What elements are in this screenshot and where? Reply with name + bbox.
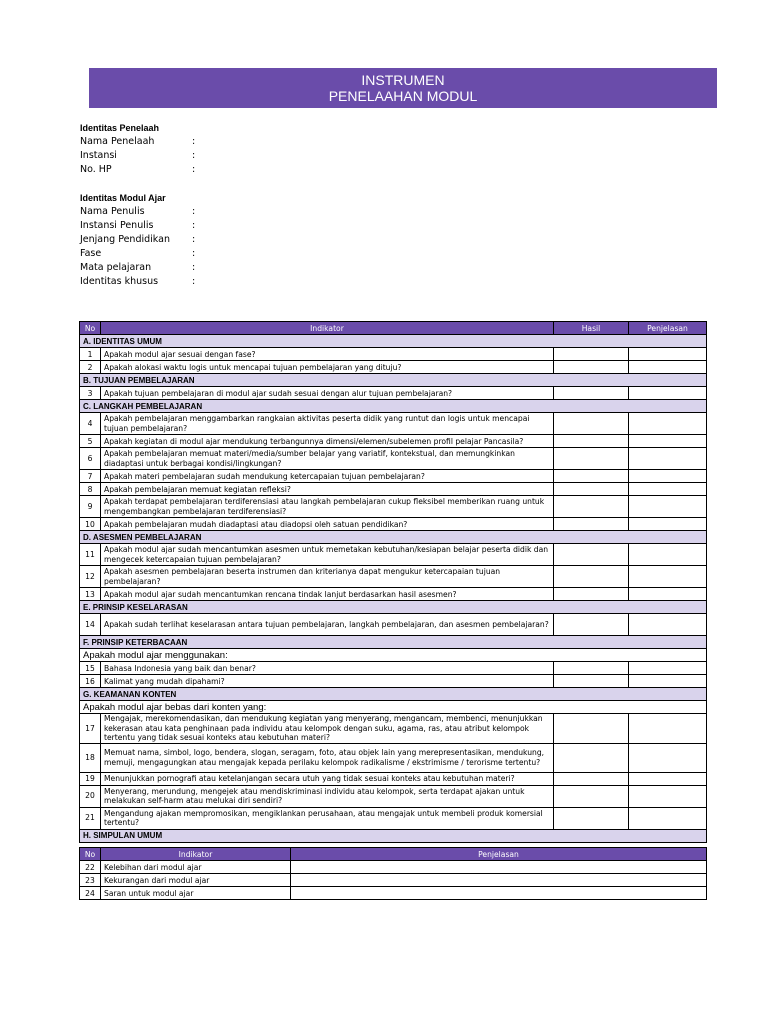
explanation-cell[interactable]: [629, 448, 707, 470]
table-row: [80, 483, 707, 496]
row-number: 3: [80, 387, 101, 400]
result-cell[interactable]: [554, 614, 629, 636]
section-header-row: [80, 531, 707, 544]
table-row: [80, 675, 707, 688]
summary-row-number: 24: [80, 887, 101, 900]
indicator-text: Apakah modul ajar sesuai dengan fase?: [101, 348, 554, 361]
result-cell[interactable]: [554, 714, 629, 744]
module-field: [80, 275, 400, 289]
indicator-text: Apakah sudah terlihat keselarasan antara tujuan pembelajaran, langkah pembelajaran, dan asesmen pembelajaran?: [101, 614, 554, 636]
explanation-cell[interactable]: [629, 743, 707, 772]
indicator-text: Memuat nama, simbol, logo, bendera, slogan, seragam, foto, atau objek lain yang merepresentasikan, mendukung, memuji, mengagungkan atau mengajak kepada perilaku kelompok radikalisme / ekstrimisme / terorisme tertentu?: [101, 743, 554, 772]
result-cell[interactable]: [554, 361, 629, 374]
sub-question-text: Apakah modul ajar bebas dari konten yang:: [80, 701, 707, 714]
indicator-text: Apakah modul ajar sudah mencantumkan asesmen untuk memetakan kebutuhan/kesiapan belajar peserta didik dan mengecek ketercapaian tujuan pembelajaran?: [101, 544, 554, 566]
title-line-2: PENELAAHAN MODUL: [328, 88, 478, 104]
explanation-cell[interactable]: [629, 662, 707, 675]
indicator-text: Mengandung ajakan mempromosikan, mengiklankan perusahaan, atau mengajak untuk membeli produk komersial tertentu?: [101, 807, 554, 829]
result-cell[interactable]: [554, 675, 629, 688]
module-field: [80, 205, 400, 219]
module-field: [80, 219, 400, 233]
explanation-cell[interactable]: [629, 413, 707, 435]
reviewer-identity-block: [80, 121, 400, 177]
summary-indicator-text: Kelebihan dari modul ajar: [101, 861, 291, 874]
indicator-text: Menunjukkan pornografi atau ketelanjangan secara utuh yang tidak sesuai konteks atau kebutuhan materi?: [101, 772, 554, 785]
field-label: Instansi: [80, 150, 117, 161]
field-label: Mata pelajaran: [80, 262, 152, 273]
indicator-text: Apakah pembelajaran memuat kegiatan refleksi?: [101, 483, 554, 496]
section-header-row: [80, 601, 707, 614]
row-number: 12: [80, 566, 101, 588]
field-label: Instansi Penulis: [80, 220, 154, 231]
table-row: [80, 448, 707, 470]
table-row: [80, 807, 707, 829]
checklist-body: [80, 335, 707, 843]
result-cell[interactable]: [554, 807, 629, 829]
field-colon: :: [192, 234, 196, 245]
explanation-cell[interactable]: [629, 518, 707, 531]
result-cell[interactable]: [554, 483, 629, 496]
result-cell[interactable]: [554, 387, 629, 400]
row-number: 1: [80, 348, 101, 361]
row-number: 9: [80, 496, 101, 518]
summary-row: [80, 887, 707, 900]
header-hasil: Hasil: [554, 322, 629, 335]
field-colon: :: [192, 276, 196, 287]
table-row: [80, 714, 707, 744]
explanation-cell[interactable]: [629, 566, 707, 588]
row-number: 13: [80, 588, 101, 601]
table-row: [80, 662, 707, 675]
field-label: Fase: [80, 248, 102, 259]
field-colon: :: [192, 248, 196, 259]
header-penjelasan: Penjelasan: [629, 322, 707, 335]
section-title: F. PRINSIP KETERBACAAN: [80, 636, 707, 649]
sub-question-text: Apakah modul ajar menggunakan:: [80, 649, 707, 662]
summary-indicator-text: Saran untuk modul ajar: [101, 887, 291, 900]
field-label: Nama Penulis: [80, 206, 145, 217]
field-colon: :: [192, 164, 196, 175]
explanation-cell[interactable]: [629, 435, 707, 448]
table-row: [80, 614, 707, 636]
section-header-row: [80, 636, 707, 649]
field-label: Nama Penelaah: [80, 136, 155, 147]
summary-header-penjelasan: Penjelasan: [291, 848, 707, 861]
indicator-text: Kalimat yang mudah dipahami?: [101, 675, 554, 688]
indicator-text: Bahasa Indonesia yang baik dan benar?: [101, 662, 554, 675]
section-title: A. IDENTITAS UMUM: [80, 335, 707, 348]
indicator-text: Mengajak, merekomendasikan, dan mendukung kegiatan yang menyerang, mengancam, membenci, menunjukkan kekerasan atau kata penghinaan pada individu atau kelompok dengan suku, agama, ras, atau atribut kelompok tertentu yang tidak sesuai konteks atau kebutuhan materi?: [101, 714, 554, 744]
result-cell[interactable]: [554, 588, 629, 601]
table-header-row: [80, 322, 707, 335]
result-cell[interactable]: [554, 772, 629, 785]
table-row: [80, 387, 707, 400]
explanation-cell[interactable]: [629, 470, 707, 483]
document-title-banner: [89, 68, 717, 108]
explanation-cell[interactable]: [629, 772, 707, 785]
result-cell[interactable]: [554, 743, 629, 772]
row-number: 21: [80, 807, 101, 829]
indicator-text: Apakah materi pembelajaran sudah mendukung ketercapaian tujuan pembelajaran?: [101, 470, 554, 483]
indicator-text: Apakah pembelajaran memuat materi/media/sumber belajar yang variatif, kontekstual, dan memungkinkan diadaptasi untuk berbagai kondisi/lingkungan?: [101, 448, 554, 470]
row-number: 14: [80, 614, 101, 636]
section-header-row: [80, 374, 707, 387]
summary-explanation-cell[interactable]: [291, 887, 707, 900]
summary-indicator-text: Kekurangan dari modul ajar: [101, 874, 291, 887]
summary-body: [80, 861, 707, 900]
result-cell[interactable]: [554, 566, 629, 588]
table-row: [80, 413, 707, 435]
table-row: [80, 772, 707, 785]
row-number: 5: [80, 435, 101, 448]
explanation-cell[interactable]: [629, 614, 707, 636]
module-identity-heading: Identitas Modul Ajar: [80, 193, 166, 203]
explanation-cell[interactable]: [629, 675, 707, 688]
sub-question-row: [80, 701, 707, 714]
row-number: 11: [80, 544, 101, 566]
summary-row: [80, 861, 707, 874]
explanation-cell[interactable]: [629, 544, 707, 566]
table-row: [80, 588, 707, 601]
explanation-cell[interactable]: [629, 361, 707, 374]
table-row: [80, 435, 707, 448]
summary-header-row: [80, 848, 707, 861]
explanation-cell[interactable]: [629, 387, 707, 400]
indicator-text: Apakah pembelajaran mudah diadaptasi atau diadopsi oleh satuan pendidikan?: [101, 518, 554, 531]
table-row: [80, 361, 707, 374]
result-cell[interactable]: [554, 448, 629, 470]
table-row: [80, 470, 707, 483]
field-colon: :: [192, 220, 196, 231]
row-number: 4: [80, 413, 101, 435]
table-row: [80, 743, 707, 772]
review-checklist-table: [79, 321, 707, 843]
result-cell[interactable]: [554, 544, 629, 566]
field-label: No. HP: [80, 164, 112, 175]
row-number: 16: [80, 675, 101, 688]
result-cell[interactable]: [554, 518, 629, 531]
field-colon: :: [192, 136, 196, 147]
explanation-cell[interactable]: [629, 483, 707, 496]
section-header-row: [80, 829, 707, 842]
table-row: [80, 518, 707, 531]
table-row: [80, 785, 707, 807]
field-colon: :: [192, 206, 196, 217]
module-field: [80, 247, 400, 261]
result-cell[interactable]: [554, 435, 629, 448]
summary-row-number: 22: [80, 861, 101, 874]
indicator-text: Apakah terdapat pembelajaran terdiferensiasi atau langkah pembelajaran cukup fleksibel memberikan ruang untuk mengembangkan pembelajaran terdiferensiasi?: [101, 496, 554, 518]
table-row: [80, 566, 707, 588]
section-header-row: [80, 688, 707, 701]
section-title: C. LANGKAH PEMBELAJARAN: [80, 400, 707, 413]
result-cell[interactable]: [554, 413, 629, 435]
field-label: Jenjang Pendidikan: [80, 234, 170, 245]
table-row: [80, 348, 707, 361]
header-indikator: Indikator: [101, 322, 554, 335]
indicator-text: Apakah modul ajar sudah mencantumkan rencana tindak lanjut berdasarkan hasil asesmen?: [101, 588, 554, 601]
module-identity-block: [80, 191, 400, 289]
section-header-row: [80, 400, 707, 413]
indicator-text: Apakah tujuan pembelajaran di modul ajar sudah sesuai dengan alur tujuan pembelajaran?: [101, 387, 554, 400]
row-number: 17: [80, 714, 101, 744]
section-title: E. PRINSIP KESELARASAN: [80, 601, 707, 614]
indicator-text: Apakah alokasi waktu logis untuk mencapai tujuan pembelajaran yang dituju?: [101, 361, 554, 374]
result-cell[interactable]: [554, 348, 629, 361]
result-cell[interactable]: [554, 785, 629, 807]
module-field: [80, 233, 400, 247]
row-number: 6: [80, 448, 101, 470]
title-line-1: INSTRUMEN: [361, 72, 445, 88]
row-number: 20: [80, 785, 101, 807]
explanation-cell[interactable]: [629, 785, 707, 807]
summary-header-no: No: [80, 848, 101, 861]
section-header-row: [80, 335, 707, 348]
header-no: No: [80, 322, 101, 335]
row-number: 19: [80, 772, 101, 785]
table-row: [80, 496, 707, 518]
section-title: G. KEAMANAN KONTEN: [80, 688, 707, 701]
sub-question-row: [80, 649, 707, 662]
field-colon: :: [192, 150, 196, 161]
row-number: 2: [80, 361, 101, 374]
indicator-text: Menyerang, merundung, mengejek atau mendiskriminasi individu atau kelompok, serta terdapat ajakan untuk melakukan self-harm atau melukai diri sendiri?: [101, 785, 554, 807]
table-row: [80, 544, 707, 566]
explanation-cell[interactable]: [629, 496, 707, 518]
summary-row: [80, 874, 707, 887]
field-label: Identitas khusus: [80, 276, 159, 287]
explanation-cell[interactable]: [629, 588, 707, 601]
indicator-text: Apakah pembelajaran menggambarkan rangkaian aktivitas peserta didik yang runtut dan logis untuk mencapai tujuan pembelajaran?: [101, 413, 554, 435]
row-number: 8: [80, 483, 101, 496]
indicator-text: Apakah kegiatan di modul ajar mendukung terbangunnya dimensi/elemen/subelemen profil pelajar Pancasila?: [101, 435, 554, 448]
field-colon: :: [192, 262, 196, 273]
section-title: B. TUJUAN PEMBELAJARAN: [80, 374, 707, 387]
section-title: D. ASESMEN PEMBELAJARAN: [80, 531, 707, 544]
result-cell[interactable]: [554, 496, 629, 518]
reviewer-field: [80, 163, 400, 177]
explanation-cell[interactable]: [629, 807, 707, 829]
result-cell[interactable]: [554, 470, 629, 483]
summary-row-number: 23: [80, 874, 101, 887]
reviewer-identity-heading: Identitas Penelaah: [80, 123, 160, 133]
module-field: [80, 261, 400, 275]
explanation-cell[interactable]: [629, 348, 707, 361]
row-number: 10: [80, 518, 101, 531]
explanation-cell[interactable]: [629, 714, 707, 744]
indicator-text: Apakah asesmen pembelajaran beserta instrumen dan kriterianya dapat mengukur ketercapaian tujuan pembelajaran?: [101, 566, 554, 588]
reviewer-field: [80, 135, 400, 149]
row-number: 18: [80, 743, 101, 772]
summary-table: [79, 847, 707, 900]
result-cell[interactable]: [554, 662, 629, 675]
summary-header-indikator: Indikator: [101, 848, 291, 861]
summary-explanation-cell[interactable]: [291, 861, 707, 874]
row-number: 7: [80, 470, 101, 483]
section-title: H. SIMPULAN UMUM: [80, 829, 707, 842]
row-number: 15: [80, 662, 101, 675]
reviewer-field: [80, 149, 400, 163]
summary-explanation-cell[interactable]: [291, 874, 707, 887]
